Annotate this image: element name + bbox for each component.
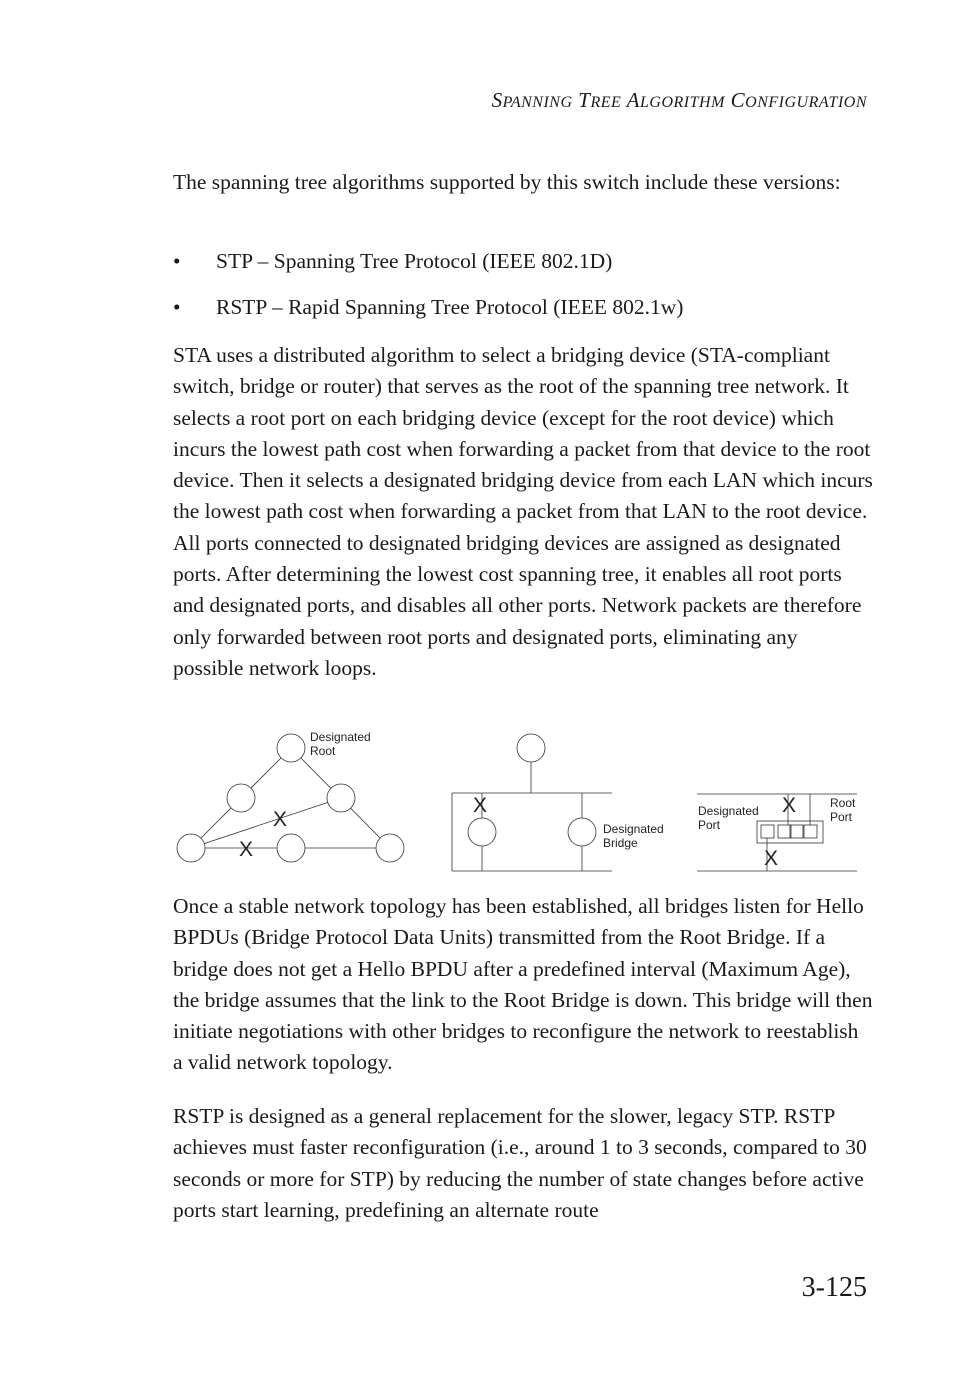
- header-cap: A: [626, 88, 640, 112]
- blocked-link-mark: X: [273, 808, 288, 831]
- bullet-text: STP – Spanning Tree Protocol (IEEE 802.1D): [216, 249, 613, 273]
- hello-paragraph: Once a stable network topology has been established, all bridges listen for Hello BPDUs (Bridge Protocol Data Units) transmitted from the Root Bridge. If a bridge does not get a Hello BPDU after a predefined interval (Maximum Age), the bridge assumes that the link to the Root Bridge is down. This bridge will then initiate negotiations with other bridges to reconfigure the network to reestablish a valid network topology.: [173, 894, 873, 1075]
- root-port-label: Port: [830, 810, 853, 824]
- bullet-marker: •: [173, 249, 181, 273]
- header-smallcaps: ONFIGURATION: [745, 94, 867, 111]
- header-smallcaps: PANNING: [502, 94, 573, 111]
- designated-root-label: Root: [310, 744, 336, 758]
- bridge-node: [277, 834, 305, 862]
- bridge-node: [468, 818, 496, 846]
- bridge-node: [376, 834, 404, 862]
- sta-paragraph: STA uses a distributed algorithm to select a bridging device (STA-compliant switch, bridge or router) that serves as the root of the spanning tree network. It selects a root port on each bridging device (except for the root device) which incurs the lowest path cost when forwarding a packet from that device to the root device. Then it selects a designated bridging device from each LAN which incurs the lowest path cost when forwarding a packet from that LAN to the root device. All ports connected to designated bridging devices are assigned as designated ports. After determining the lowest cost spanning tree, it enables all root ports and designated ports, and disables all other ports. Network packets are therefore only forwarded between root ports and designated ports, eliminating any possible network loops.: [173, 343, 873, 680]
- designated-port-label: Designated: [698, 804, 759, 818]
- blocked-link-mark: X: [473, 794, 488, 817]
- running-header: [492, 88, 867, 113]
- designated-bridge-label: Bridge: [603, 836, 638, 850]
- blocked-port-mark: X: [764, 847, 779, 870]
- header-cap: S: [491, 88, 503, 112]
- designated-bridge-label: Designated: [603, 822, 664, 836]
- header-smallcaps: REE: [590, 94, 622, 111]
- bridge-node-designated: [568, 818, 596, 846]
- link-line: [191, 798, 341, 848]
- blocked-port-mark: X: [782, 794, 797, 817]
- bullet-marker: •: [173, 295, 181, 319]
- bridge-node: [177, 834, 205, 862]
- bullet-text: RSTP – Rapid Spanning Tree Protocol (IEEE 802.1w): [216, 295, 684, 319]
- bridge-node: [327, 784, 355, 812]
- bridge-node-root: [277, 734, 305, 762]
- intro-paragraph: The spanning tree algorithms supported by this switch include these versions:: [173, 170, 841, 194]
- bridge-node: [227, 784, 255, 812]
- header-cap: T: [578, 88, 591, 112]
- designated-root-label: Designated: [310, 730, 371, 744]
- header-cap: C: [730, 88, 746, 112]
- rstp-paragraph: RSTP is designed as a general replacement for the slower, legacy STP. RSTP achieves must faster reconfiguration (i.e., around 1 to 3 seconds, compared to 30 seconds or more for STP) by reducing the number of state changes before active ports start learning, predefining an alternate route: [173, 1104, 867, 1222]
- bridge-node: [517, 734, 545, 762]
- page-number: 3-125: [801, 1272, 867, 1303]
- header-smallcaps: LGORITHM: [640, 94, 725, 111]
- designated-port-label: Port: [698, 818, 721, 832]
- root-port-label: Root: [830, 796, 856, 810]
- blocked-link-mark: X: [239, 838, 254, 861]
- spanning-tree-diagram: [168, 726, 868, 878]
